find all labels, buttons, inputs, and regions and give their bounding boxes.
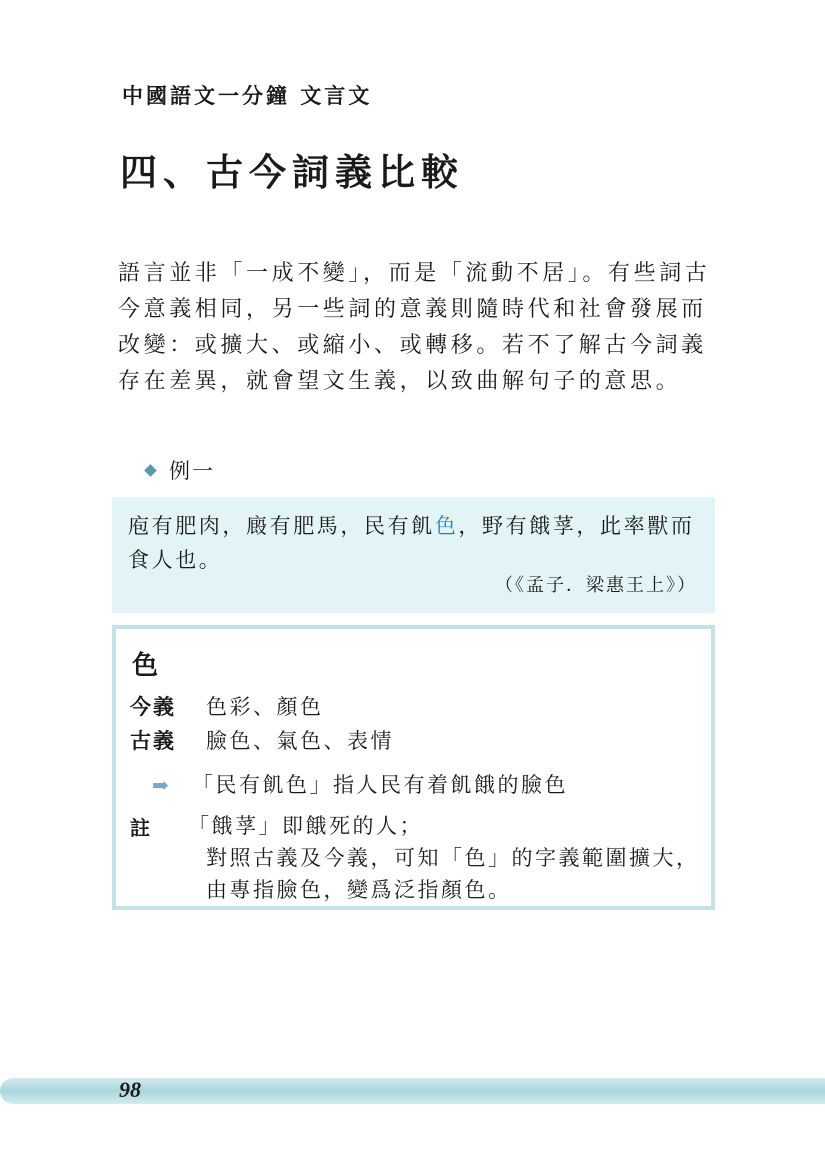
quote-source: （《孟子．梁惠王上》） — [495, 575, 697, 596]
note-line: 由專指臉色，變爲泛指顏色。 — [206, 878, 512, 902]
page-number: 98 — [119, 1077, 141, 1102]
right-arrow-icon: ➡ — [152, 773, 172, 797]
example-label — [146, 455, 215, 485]
diamond-bullet-icon — [144, 464, 157, 477]
quote-highlight-word: 色 — [434, 514, 459, 538]
ancient-meaning-text: 臉色、氣色、表情 — [206, 729, 394, 753]
chapter-title: 四、古今詞義比較 — [120, 151, 464, 194]
modern-meaning-text: 色彩、顏色 — [206, 695, 324, 719]
entry-character: 色 — [132, 651, 159, 681]
vocabulary-note-box — [112, 625, 715, 910]
note-tag: 註 — [130, 816, 150, 840]
explanation-text: 「民有飢色」指人民有着飢餓的臉色 — [192, 773, 568, 797]
example-label-text: 例一 — [169, 459, 215, 483]
modern-meaning-row — [130, 691, 324, 721]
ancient-meaning-row — [130, 725, 394, 755]
explanation-row — [152, 769, 568, 799]
quote-box — [112, 497, 715, 613]
quote-text-after: ，野有餓莩，此率獸而食人也。 — [128, 514, 695, 572]
note-line: 對照古義及今義，可知「色」的字義範圍擴大， — [206, 846, 700, 870]
quote-text — [128, 509, 699, 577]
intro-paragraph: 語言並非「一成不變」，而是「流動不居」。有些詞古今意義相同，另一些詞的意義則隨時代和社會發展而改變：或擴大、或縮小、或轉移。若不了解古今詞義存在差異，就會望文生義，以致曲解句子的意思。 — [118, 261, 711, 394]
quote-text-before: 庖有肥肉，廄有肥馬，民有飢 — [128, 514, 435, 538]
note-line: 「餓莩」即餓死的人； — [188, 814, 423, 838]
modern-meaning-tag: 今義 — [130, 695, 176, 719]
running-head: 中國語文一分鐘 文言文 — [122, 84, 373, 108]
ancient-meaning-tag: 古義 — [130, 729, 176, 753]
